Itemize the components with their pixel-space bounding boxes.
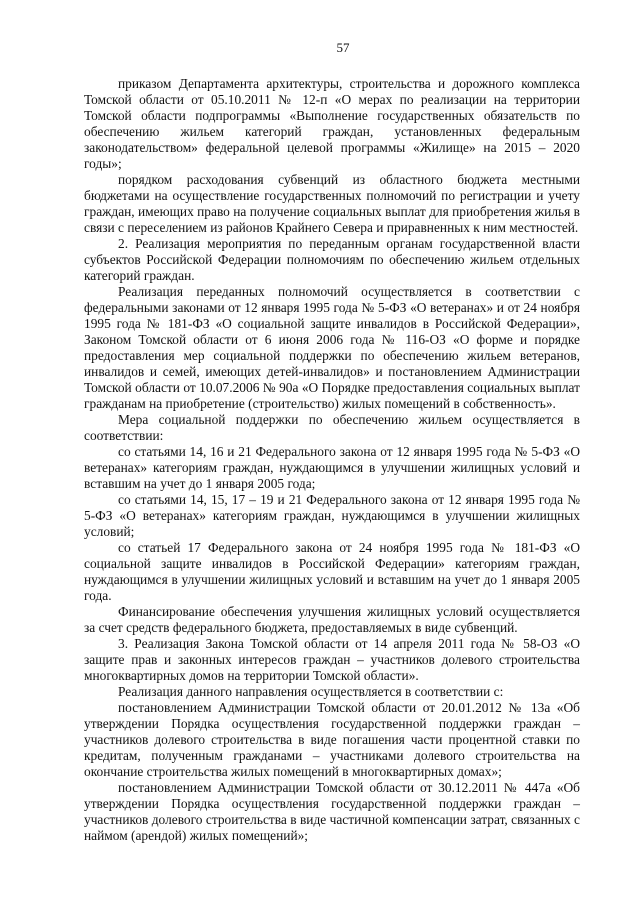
paragraph: со статьями 14, 16 и 21 Федерального закона от 12 января 1995 года № 5-ФЗ «О ветеранах» категориям граждан, нуждающимся в улучшении жилищных условий и вставшим на учет до 1 января 2005 года; xyxy=(84,444,580,491)
paragraph: Реализация переданных полномочий осуществляется в соответствии с федеральными законами от 12 января 1995 года № 5-ФЗ «О ветеранах» и от 24 ноября 1995 года № 181-ФЗ «О социальной защите инвалидов в Российской Федерации», Законом Томской области от 6 июня 2006 года № 116-ОЗ «О форме и порядке предоставления мер социальной поддержки по обеспечению жильем ветеранов, инвалидов и семей, имеющих детей-инвалидов» и постановлением Администрации Томской области от 10.07.2006 № 90а «О Порядке предоставления социальных выплат гражданам на приобретение (строительство) жилых помещений в собственность». xyxy=(84,284,580,411)
paragraph: Реализация данного направления осуществляется в соответствии с: xyxy=(118,684,504,699)
paragraph: Мера социальной поддержки по обеспечению жильем осуществляется в соответствии: xyxy=(84,412,580,443)
paragraph: постановлением Администрации Томской области от 20.01.2012 № 13а «Об утверждении Порядка осуществления государственной поддержки граждан – участников долевого строительства в виде погашения части процентной ставки по кредитам, полученным гражданами – участниками долевого строительства на окончание строительства жилых помещений в многоквартирных домах»; xyxy=(84,700,580,779)
paragraph: приказом Департамента архитектуры, строительства и дорожного комплекса Томской области от 05.10.2011 № 12-п «О мерах по реализации на территории Томской области подпрограммы «Выполнение государственных обязательств по обеспечению жильем категорий граждан, установленных федеральным законодательством» федеральной целевой программы «Жилище» на 2015 – 2020 годы»; xyxy=(84,76,580,171)
paragraph: порядком расходования субвенций из областного бюджета местными бюджетами на осуществление государственных полномочий по регистрации и учету граждан, имеющих право на получение социальных выплат для приобретения жилья в связи с переселением из районов Крайнего Севера и приравненных к ним местностей. xyxy=(84,172,580,235)
paragraph: со статьей 17 Федерального закона от 24 ноября 1995 года № 181-ФЗ «О социальной защите инвалидов в Российской Федерации» категориям граждан, нуждающимся в улучшении жилищных условий и вставшим на учет до 1 января 2005 года. xyxy=(84,540,580,603)
paragraph: со статьями 14, 15, 17 – 19 и 21 Федерального закона от 12 января 1995 года № 5-ФЗ «О ветеранах» категориям граждан, нуждающимся в улучшении жилищных условий; xyxy=(84,492,580,539)
page-number: 57 xyxy=(336,40,350,55)
paragraph: Финансирование обеспечения улучшения жилищных условий осуществляется за счет средств федерального бюджета, предоставляемых в виде субвенций. xyxy=(84,604,580,635)
paragraph: 3. Реализация Закона Томской области от 14 апреля 2011 года № 58-ОЗ «О защите прав и законных интересов граждан – участников долевого строительства многоквартирных домов на территории Томской области». xyxy=(84,636,580,683)
paragraph: 2. Реализация мероприятия по переданным органам государственной власти субъектов Российской Федерации полномочиям по обеспечению жильем отдельных категорий граждан. xyxy=(84,236,580,283)
document-body xyxy=(84,76,580,844)
paragraph: постановлением Администрации Томской области от 30.12.2011 № 447а «Об утверждении Порядка осуществления государственной поддержки граждан – участников долевого строительства в виде частичной компенсации затрат, связанных с наймом (арендой) жилых помещений»; xyxy=(84,780,580,843)
